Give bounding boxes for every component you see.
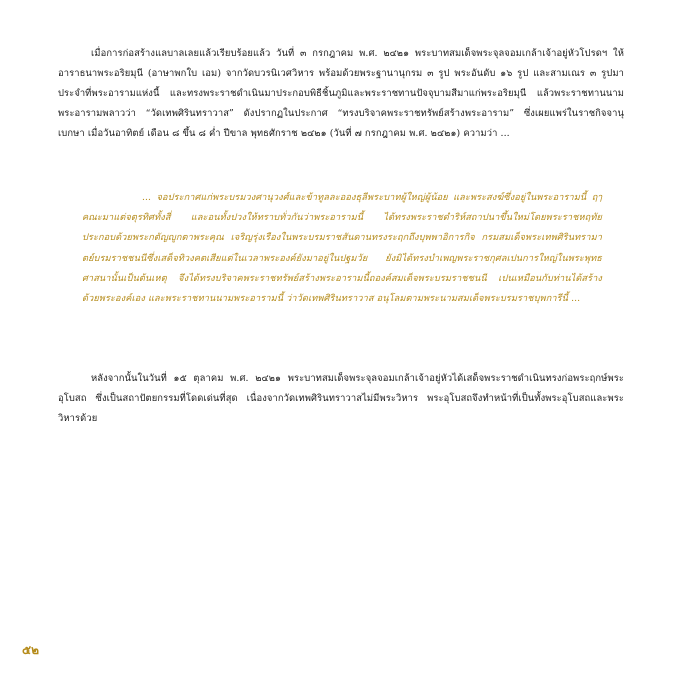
page-number: ๕๒	[22, 643, 39, 657]
intro-paragraph: เมื่อการก่อสร้างแลบาลเลยแล้วเรียบร้อยแล้ว วันที่ ๓ กรกฎาคม พ.ศ. ๒๔๒๑ พระบาทสมเด็จพระจุลจอมเกล้าเจ้าอยู่หัวโปรดฯ ให้อาราธนาพระอริยมุนี (อาษาพกใบ เอม) จากวัดบวรนิเวศวิหาร พร้อมด้วยพระฐานานุกรม ๓ รูป พระอันดับ ๑๖ รูป และสามเณร ๓ รูปมาประจำที่พระอารามแห่งนี้ และทรงพระราชดำเนินมาประกอบพิธีชิ้นภูมิและพระราชทานปัจจุบามสีมาแก่พระอริยมุนี แล้วพระราชทานนามพระอารามพลาวว่า “วัดเทพศิรินทราวาส” ดังปรากฏในประกาศ “ทรงบริจาคพระราชทรัพย์สร้างพระอาราม” ซึ่งเผยแพร่ในราชกิจจานุเบกษา เมื่อวันอาทิตย์ เดือน ๘ ขึ้น ๘ ค่ำ ปีขาล พุทธศักราช ๒๔๒๑ (วันที่ ๗ กรกฎาคม พ.ศ. ๒๔๒๑) ความว่า ...	[58, 48, 624, 139]
royal-proclamation-quote: ... จอประกาศแก่พระบรมวงศานุวงศ์และข้าทูลละอองธุลีพระบาทผู้ใหญ่ผู้น้อย และพระสงฆ์ซึ่งอยู่ในพระอารามนี้ ฤๅคณะมาแต่จตุรทิศทั้งสี่ และอนทั้งปวงให้ทราบทั่วกันว่าพระอารามนี้ ได้ทรงพระราชดำริห์สถาปนาขึ้นใหม่โดยพระราชหฤทัย ประกอบด้วยพระกตัญญูกตาพระคุณ เจริญรุ่งเรืองในพระบรมราชสันดานทรงระฤกถึงบุพพาอิการกิจ กรมสมเด็จพระเทพศิรินทรามาตย์บรมราชชนนีซึ่งเสด็จทิวงคตเสียแต่ในเวลาพระองค์ยังมาอยู่ในปฐมวัย ยังมิได้ทรงบำเพญพระราชกุศลเปนการใหญ่ในพระพุทธศาสนานั้นเป็นต้นเหตุ จึงได้ทรงบริจาคพระราชทรัพย์สร้างพระอารามนี้ถองค์สมเด็จพระบรมราชชนนี เปนเหมือนกับท่านได้สร้างด้วยพระองค์เอง และพระราชทานนามพระอารามนี้ ว่าวัดเทพศิรินทราวาส อนุโลมตามพระนามสมเด็จพระบรมราชบุพการีนี้ ...	[82, 192, 602, 305]
closing-paragraph: หลังจากนั้นในวันที่ ๑๕ ตุลาคม พ.ศ. ๒๔๒๑ พระบาทสมเด็จพระจุลจอมเกล้าเจ้าอยู่หัวได้เสด็จพระราชดำเนินทรงก่อพระฤกษ์พระอุโบสถ ซึ่งเป็นสถาปัตยกรรมที่โดดเด่นที่สุด เนื่องจากวัดเทพศิรินทราวาสไม่มีพระวิหาร พระอุโบสถจึงทำหน้าที่เป็นทั้งพระอุโบสถและพระวิหารด้วย	[58, 373, 624, 424]
